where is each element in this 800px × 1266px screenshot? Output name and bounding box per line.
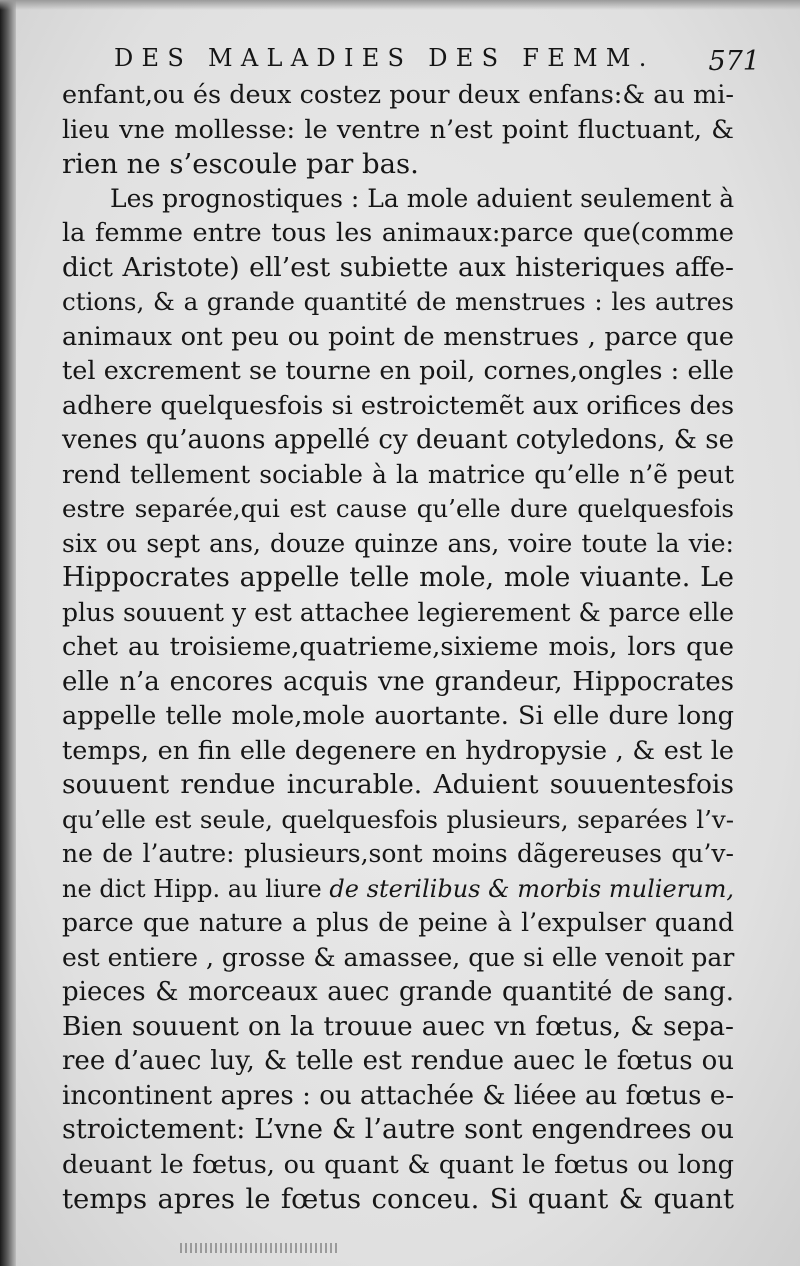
text-line: animaux ont peu ou point de menstrues , parce que xyxy=(62,321,734,352)
text-line-with-citation xyxy=(62,872,734,907)
text-line: Hippocrates appelle telle mole, mole viuante. Le xyxy=(62,562,734,593)
body-text xyxy=(62,78,734,1217)
text-line: est entiere , grosse & amassee, que si elle venoit par xyxy=(62,942,735,972)
text-line: parce que nature a plus de peine à l’expulser quand xyxy=(62,908,734,937)
text-line: temps, en fin elle degenere en hydropysie , & est le xyxy=(62,735,734,766)
paragraph-start-line: Les prognostiques : La mole aduient seulement à xyxy=(110,183,735,213)
text-line: ree d’auec luy, & telle est rendue auec le fœtus ou xyxy=(62,1046,734,1076)
text-line: Bien souuent on la trouue auec vn fœtus, & sepa- xyxy=(62,1010,734,1042)
text-line: ctions, & a grande quantité de menstrues : les autres xyxy=(62,287,734,316)
text-line: chet au troisieme,quatrieme,sixieme mois, lors que xyxy=(62,632,734,662)
text-line: elle n’a encores acquis vne grandeur, Hippocrates xyxy=(62,666,734,697)
text-line: deuant le fœtus, ou quant & quant le fœtus ou long xyxy=(62,1149,734,1180)
text-line: rien ne s’escoule par bas. xyxy=(62,148,419,180)
page-number: 571 xyxy=(708,46,760,77)
text-line: incontinent apres : ou attachée & liéee au fœtus e- xyxy=(62,1080,734,1111)
ink-smudge xyxy=(180,1243,340,1253)
italic-citation: de sterilibus & morbis mulierum, xyxy=(329,874,735,903)
text-line-lead: ne dict Hipp. au liure xyxy=(62,874,330,903)
text-line: six ou sept ans, douze quinze ans, voire toute la vie: xyxy=(62,528,734,558)
text-line: dict Aristote) ell’est subiette aux histeriques affe- xyxy=(62,251,734,283)
text-line: lieu vne mollesse: le ventre n’est point fluctuant, & xyxy=(62,114,734,145)
text-line: stroictement: L’vne & l’autre sont engendrees ou xyxy=(62,1114,734,1145)
text-line: la femme entre tous les animaux:parce que(comme xyxy=(62,218,734,248)
binding-gutter xyxy=(0,0,16,1266)
running-title: DES MALADIES DES FEMM. xyxy=(114,44,655,72)
text-line: rend tellement sociable à la matrice qu’elle n’ẽ peut xyxy=(62,459,734,489)
text-line: qu’elle est seule, quelquesfois plusieurs, separées l’v- xyxy=(62,804,734,834)
text-line: temps apres le fœtus conceu. Si quant & quant xyxy=(62,1183,734,1215)
page-edge-shadow xyxy=(0,0,800,10)
text-line: enfant,ou és deux costez pour deux enfans:& au mi- xyxy=(62,80,734,110)
text-line: adhere quelquesfois si estroictemẽt aux orifices des xyxy=(62,390,735,421)
text-line: estre separée,qui est cause qu’elle dure quelquesfois xyxy=(62,494,734,523)
text-line: venes qu’auons appellé cy deuant cotyledons, & se xyxy=(62,425,734,455)
text-line: appelle telle mole,mole auortante. Si elle dure long xyxy=(62,701,734,731)
text-line: tel excrement se tourne en poil, cornes,ongles : elle xyxy=(62,356,734,386)
text-line: souuent rendue incurable. Aduient souuentesfois xyxy=(62,769,734,800)
text-line: plus souuent y est attachee legierement & parce elle xyxy=(62,597,734,627)
text-line: pieces & morceaux auec grande quantité de sang. xyxy=(62,977,734,1007)
text-line: ne de l’autre: plusieurs,sont moins dãgereuses qu’v- xyxy=(62,839,734,868)
